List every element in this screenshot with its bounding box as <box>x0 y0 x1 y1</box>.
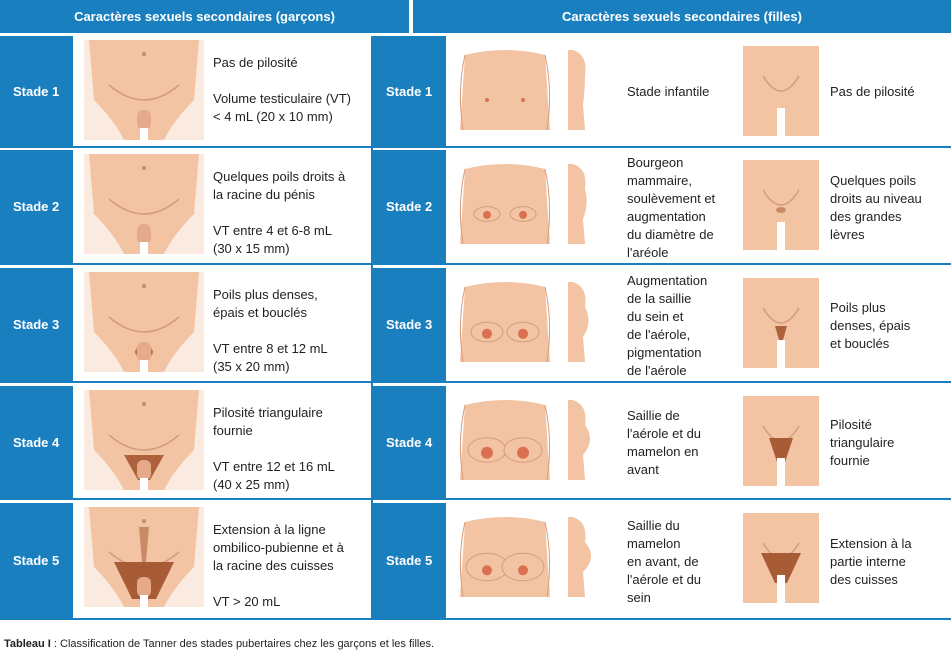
girl-breast-profile-illustration <box>563 282 608 367</box>
girl-pubic-illustration <box>743 396 819 491</box>
girl-breast-front-illustration <box>455 164 555 249</box>
girl-breast-front-illustration <box>455 517 555 602</box>
boy-stage-description: Pilosité triangulaire fournie VT entre 12 et 16 mL (40 x 25 mm) <box>213 405 335 492</box>
boy-stage-illustration <box>84 390 204 495</box>
girl-pubic-illustration <box>743 513 819 608</box>
boy-stage-description: Extension à la ligne ombilico-pubienne et à la racine des cuisses VT > 20 mL <box>213 522 344 609</box>
stage-label-boys: Stade 4 <box>0 386 73 498</box>
boy-stage-illustration <box>84 272 204 377</box>
girl-breast-description: Augmentation de la saillie du sein et de l'aérole, pigmentation de l'aérole <box>627 272 708 378</box>
girl-breast-profile-illustration <box>563 400 608 485</box>
boy-stage-description: Quelques poils droits à la racine du pénis VT entre 4 et 6-8 mL (30 x 15 mm) <box>213 169 346 256</box>
girl-breast-profile-illustration <box>563 50 608 135</box>
girl-breast-profile-illustration <box>563 164 608 249</box>
stage-label-girls: Stade 3 <box>373 268 446 381</box>
header-girls: Caractères sexuels secondaires (filles) <box>413 0 951 33</box>
girl-breast-front-illustration <box>455 50 555 135</box>
stage-label-girls: Stade 2 <box>373 150 446 263</box>
girl-breast-front-illustration <box>455 282 555 367</box>
girl-breast-description: Bourgeon mammaire, soulèvement et augmentation du diamètre de l'aréole <box>627 154 716 260</box>
girl-pubic-illustration <box>743 46 819 141</box>
stage-label-boys: Stade 3 <box>0 268 73 381</box>
girl-pubic-description: Extension à la partie interne des cuisses <box>830 535 912 587</box>
girl-pubic-description: Pilosité triangulaire fournie <box>830 417 895 468</box>
stage-label-boys: Stade 1 <box>0 36 73 146</box>
girl-breast-front-illustration <box>455 400 555 485</box>
stage-label-girls: Stade 1 <box>373 36 446 146</box>
stage-label-boys: Stade 2 <box>0 150 73 263</box>
boy-stage-illustration <box>84 154 204 259</box>
header-boys: Caractères sexuels secondaires (garçons) <box>0 0 409 33</box>
boy-stage-illustration <box>84 40 204 145</box>
boy-stage-illustration <box>84 507 204 612</box>
stage-label-girls: Stade 5 <box>373 503 446 618</box>
stage-label-boys: Stade 5 <box>0 503 73 618</box>
girl-breast-description: Saillie du mamelon en avant, de l'aérole et du sein <box>627 517 702 605</box>
boy-stage-description: Poils plus denses, épais et bouclés VT entre 8 et 12 mL (35 x 20 mm) <box>213 287 328 374</box>
stage-label-girls: Stade 4 <box>373 386 446 498</box>
girl-breast-profile-illustration <box>563 517 608 602</box>
boy-stage-description: Pas de pilosité Volume testiculaire (VT) < 4 mL (20 x 10 mm) <box>213 55 351 124</box>
table-caption: Tableau I : Classification de Tanner des stades pubertaires chez les garçons et les filles. <box>4 638 435 650</box>
girl-breast-description: Stade infantile <box>627 84 710 99</box>
column-divider <box>371 36 373 620</box>
girl-pubic-description: Poils plus denses, épais et bouclés <box>830 299 911 351</box>
girl-breast-description: Saillie de l'aérole et du mamelon en avant <box>627 408 702 477</box>
girl-pubic-illustration <box>743 160 819 255</box>
girl-pubic-description: Quelques poils droits au niveau des grandes lèvres <box>830 172 922 242</box>
girl-pubic-description: Pas de pilosité <box>830 84 915 99</box>
girl-pubic-illustration <box>743 278 819 373</box>
